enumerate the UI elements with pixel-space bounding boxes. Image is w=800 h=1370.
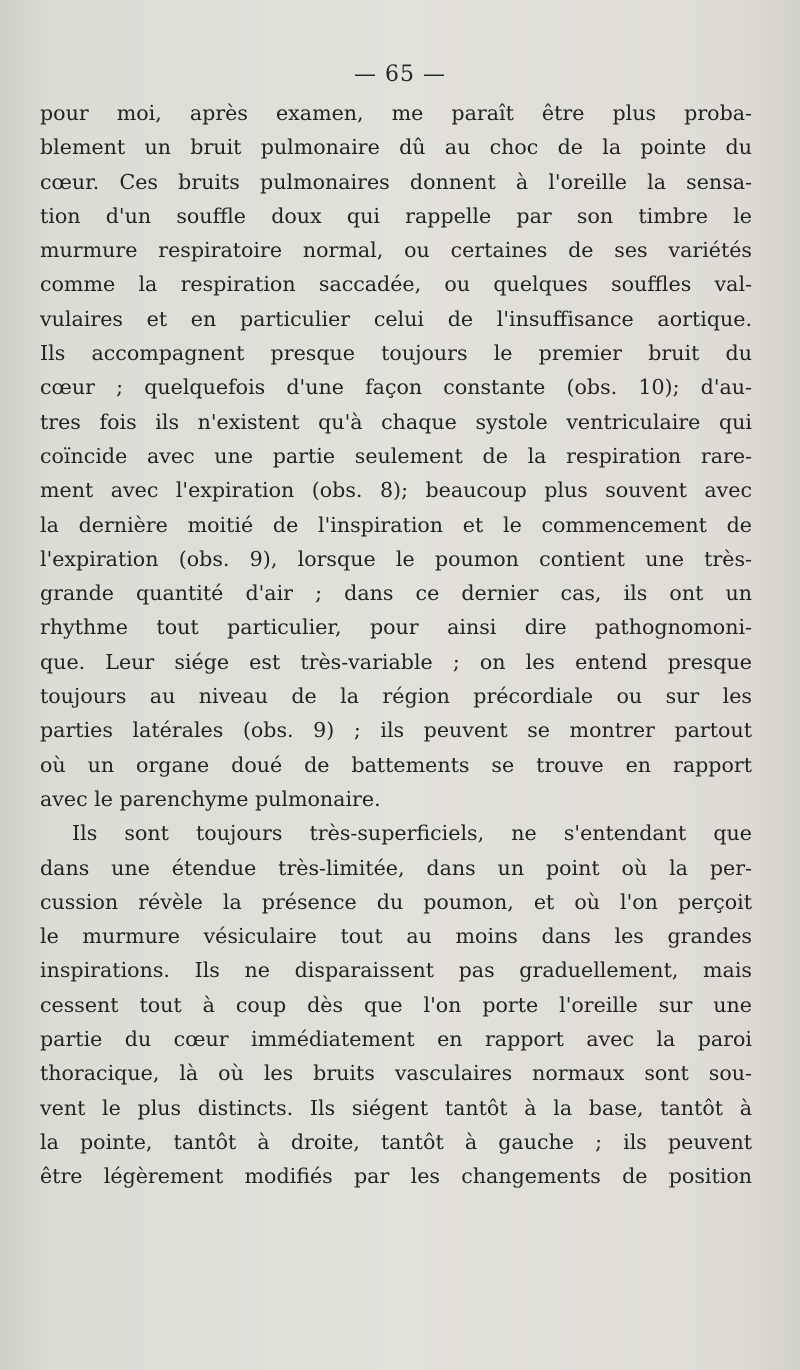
text-line: Ils sont toujours très-superficiels, ne s'entendant que	[72, 821, 752, 846]
text-line: dans une étendue très-limitée, dans un point où la per-	[40, 855, 752, 880]
text-line: où un organe doué de battements se trouve en rapport	[40, 752, 752, 777]
text-line: toujours au niveau de la région précordiale ou sur les	[40, 684, 752, 709]
text-line: l'expiration (obs. 9), lorsque le poumon contient une très-	[40, 546, 752, 571]
text-line: cœur. Ces bruits pulmonaires donnent à l'oreille la sensa-	[40, 169, 752, 194]
text-line: thoracique, là où les bruits vasculaires normaux sont sou-	[40, 1061, 752, 1086]
text-line: cœur ; quelquefois d'une façon constante (obs. 10); d'au-	[40, 375, 752, 400]
text-line: la pointe, tantôt à droite, tantôt à gauche ; ils peuvent	[40, 1129, 752, 1154]
text-line: être légèrement modifiés par les changements de position	[40, 1164, 752, 1189]
text-line: coïncide avec une partie seulement de la respiration rare-	[40, 443, 752, 468]
text-line: inspirations. Ils ne disparaissent pas graduellement, mais	[40, 958, 752, 983]
text-line: cussion révèle la présence du poumon, et où l'on perçoit	[40, 889, 752, 914]
text-line: pour moi, après examen, me paraît être plus proba-	[40, 101, 752, 125]
text-line: la dernière moitié de l'inspiration et le commencement de	[40, 512, 752, 537]
body-text	[40, 96, 752, 1194]
text-line: grande quantité d'air ; dans ce dernier cas, ils ont un	[40, 581, 752, 606]
page-number: — 65 —	[354, 62, 446, 87]
paragraph-2	[40, 816, 752, 1193]
text-line: Ils accompagnent presque toujours le premier bruit du	[40, 341, 752, 366]
text-line: cessent tout à coup dès que l'on porte l'oreille sur une	[40, 992, 752, 1017]
text-line: rhythme tout particulier, pour ainsi dire pathognomoni-	[40, 615, 752, 640]
text-line: vent le plus distincts. Ils siégent tantôt à la base, tantôt à	[40, 1095, 752, 1120]
text-line: partie du cœur immédiatement en rapport avec la paroi	[40, 1027, 752, 1052]
text-line: tres fois ils n'existent qu'à chaque systole ventriculaire qui	[40, 409, 752, 434]
text-line: vulaires et en particulier celui de l'insuffisance aortique.	[40, 306, 752, 331]
paragraph-1	[40, 96, 752, 816]
text-line: parties latérales (obs. 9) ; ils peuvent se montrer partout	[40, 718, 752, 743]
text-line: ment avec l'expiration (obs. 8); beaucoup plus souvent avec	[40, 478, 752, 503]
text-line: tion d'un souffle doux qui rappelle par son timbre le	[40, 203, 752, 228]
text-line: comme la respiration saccadée, ou quelques souffles val-	[40, 272, 752, 297]
text-line: murmure respiratoire normal, ou certaines de ses variétés	[40, 238, 752, 263]
text-line: que. Leur siége est très-variable ; on les entend presque	[40, 649, 752, 674]
text-line: avec le parenchyme pulmonaire.	[40, 786, 381, 811]
text-line: le murmure vésiculaire tout au moins dans les grandes	[40, 924, 752, 949]
text-line: blement un bruit pulmonaire dû au choc de la pointe du	[40, 135, 752, 160]
